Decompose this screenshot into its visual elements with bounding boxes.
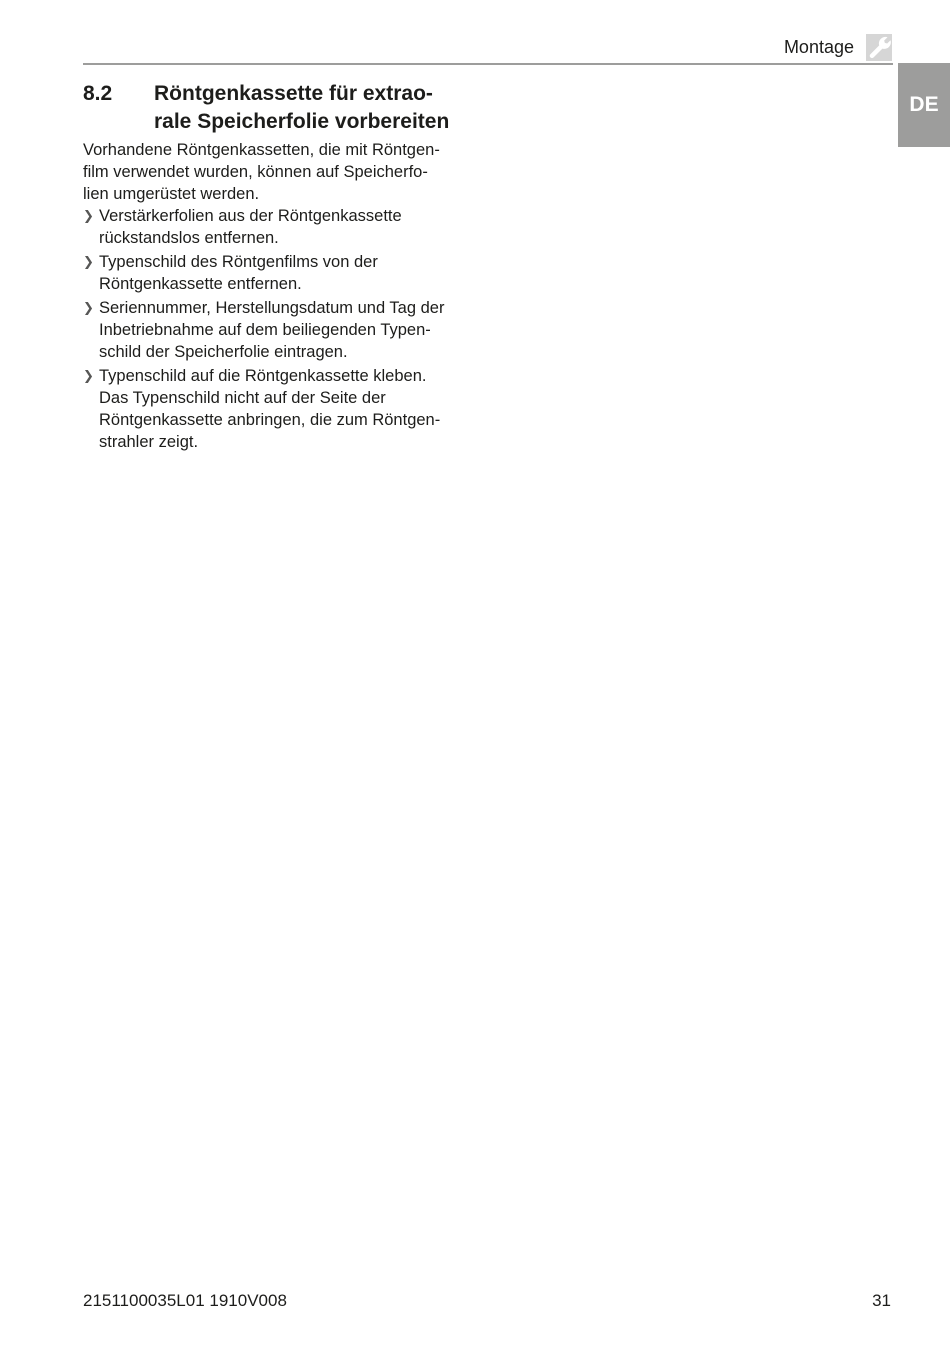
language-tab: DE <box>898 63 950 147</box>
wrench-icon <box>866 34 892 61</box>
intro-line: film verwendet wurden, können auf Speicherfo- <box>83 163 428 181</box>
step-line: Typenschild auf die Röntgenkassette kleben. <box>99 367 427 385</box>
step-line: schild der Speicherfolie eintragen. <box>99 343 348 361</box>
header-rule <box>83 63 893 65</box>
section-number: 8.2 <box>83 82 113 105</box>
step-item <box>83 297 478 363</box>
footer-document-number: 2151100035L01 1910V008 <box>83 1291 287 1310</box>
section-title-line: Röntgenkassette für extrao- <box>154 82 433 105</box>
step-line: strahler zeigt. <box>99 433 199 451</box>
step-line: Das Typenschild nicht auf der Seite der <box>99 389 386 407</box>
intro-line: lien umgerüstet werden. <box>83 185 260 203</box>
chevron-right-icon: ❯ <box>83 254 94 269</box>
step-line: Inbetriebnahme auf dem beiliegenden Typen- <box>99 321 431 339</box>
step-list <box>83 205 478 455</box>
section-title-line: rale Speicherfolie vorbereiten <box>154 110 450 133</box>
step-line: Typenschild des Röntgenfilms von der <box>99 253 378 271</box>
footer-page-number: 31 <box>872 1291 891 1310</box>
intro-paragraph <box>83 139 473 205</box>
section-heading <box>83 80 483 136</box>
section-title <box>154 80 483 136</box>
step-line: rückstandslos entfernen. <box>99 229 279 247</box>
step-line: Röntgenkassette entfernen. <box>99 275 302 293</box>
step-item <box>83 365 478 453</box>
step-line: Röntgenkassette anbringen, die zum Röntgen- <box>99 411 441 429</box>
step-line: Verstärkerfolien aus der Röntgenkassette <box>99 207 402 225</box>
step-line: Seriennummer, Herstellungsdatum und Tag der <box>99 299 445 317</box>
chevron-right-icon: ❯ <box>83 300 94 315</box>
step-item <box>83 205 478 249</box>
intro-line: Vorhandene Röntgenkassetten, die mit Röntgen- <box>83 141 440 159</box>
chevron-right-icon: ❯ <box>83 368 94 383</box>
chevron-right-icon: ❯ <box>83 208 94 223</box>
running-header-section-title: Montage <box>783 37 854 57</box>
step-item <box>83 251 478 295</box>
